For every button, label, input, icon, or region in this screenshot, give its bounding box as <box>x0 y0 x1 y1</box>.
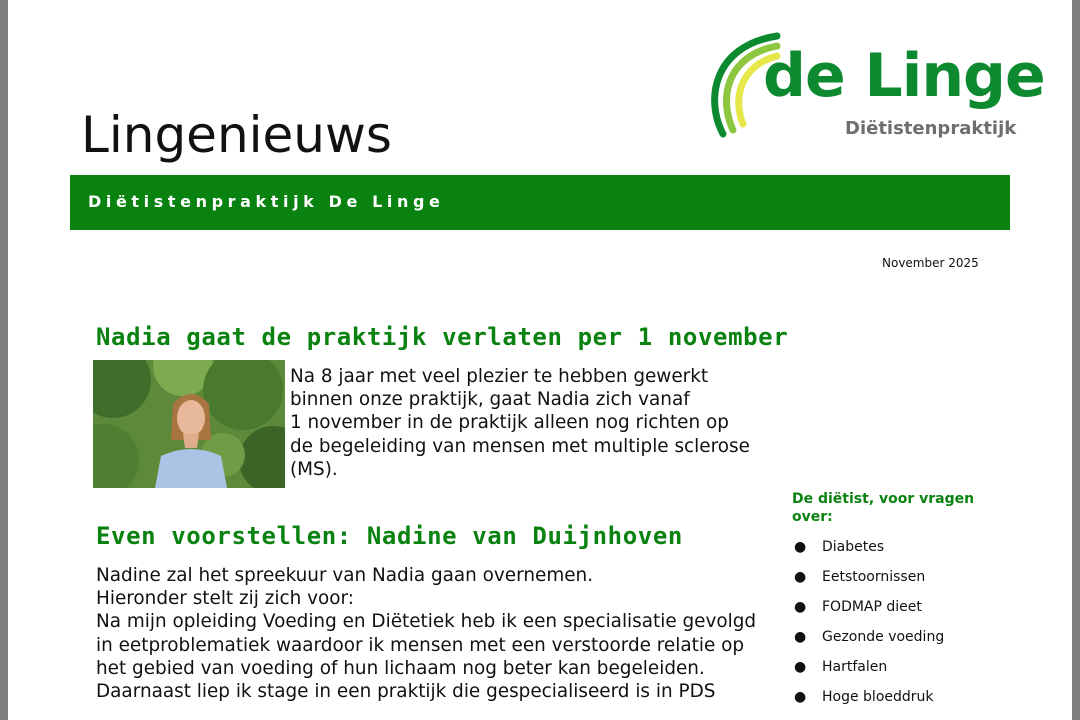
text-line: (MS). <box>290 458 338 480</box>
text-line: in eetproblematiek waardoor ik mensen met een verstoorde relatie op <box>96 634 745 656</box>
list-item <box>792 625 944 655</box>
text-line: Na 8 jaar met veel plezier te hebben gewerkt <box>290 366 709 387</box>
text-line: de begeleiding van mensen met multiple sclerose <box>290 435 750 457</box>
topic-label: Hartfalen <box>822 659 888 675</box>
text-line: Hieronder stelt zij zich voor: <box>96 588 354 610</box>
text-line: binnen onze praktijk, gaat Nadia zich vanaf <box>290 389 690 411</box>
bullet-icon: ● <box>794 689 807 705</box>
text-line: Nadine zal het spreekuur van Nadia gaan overnemen. <box>96 565 594 586</box>
list-item <box>792 595 944 625</box>
article-heading-nadine: Even voorstellen: Nadine van Duijnhoven <box>96 522 683 550</box>
newsletter-page <box>8 0 1072 720</box>
bullet-icon: ● <box>794 629 807 645</box>
logo-subtitle: Diëtistenpraktijk <box>845 118 1017 139</box>
topic-label: FODMAP dieet <box>822 599 922 615</box>
list-item <box>792 565 944 595</box>
topics-list <box>792 535 944 715</box>
bullet-icon: ● <box>794 599 807 615</box>
topic-label: Diabetes <box>822 539 885 555</box>
text-line: 1 november in de praktijk alleen nog richten op <box>290 412 729 434</box>
newsletter-title: Lingenieuws <box>81 106 392 164</box>
list-item <box>792 685 944 715</box>
text-line: het gebied van voeding of hun lichaam nog beter kan begeleiden. <box>96 657 705 679</box>
logo-name: de Linge <box>763 41 1045 111</box>
text-line: Na mijn opleiding Voeding en Diëtetiek heb ik een specialisatie gevolgd <box>96 611 757 633</box>
text-line: Daarnaast liep ik stage in een praktijk die gespecialiseerd is in PDS <box>96 681 716 703</box>
bullet-icon: ● <box>794 569 807 585</box>
topic-label: Eetstoornissen <box>822 569 926 585</box>
article-text-nadine <box>96 564 756 703</box>
de-linge-logo <box>705 30 1045 140</box>
list-item <box>792 535 944 565</box>
list-item <box>792 655 944 685</box>
nadia-photo <box>93 360 285 488</box>
bullet-icon: ● <box>794 539 807 555</box>
sidebar-title: De diëtist, voor vragen over: <box>792 491 975 525</box>
topic-label: Hoge bloeddruk <box>822 689 934 705</box>
issue-date: November 2025 <box>882 256 979 270</box>
banner-text: Diëtistenpraktijk De Linge <box>88 192 445 211</box>
header-banner <box>70 175 1010 230</box>
article-heading-nadia: Nadia gaat de praktijk verlaten per 1 november <box>96 323 789 351</box>
bullet-icon: ● <box>794 659 807 675</box>
topic-label: Gezonde voeding <box>822 629 945 645</box>
article-text-nadia <box>290 365 750 481</box>
